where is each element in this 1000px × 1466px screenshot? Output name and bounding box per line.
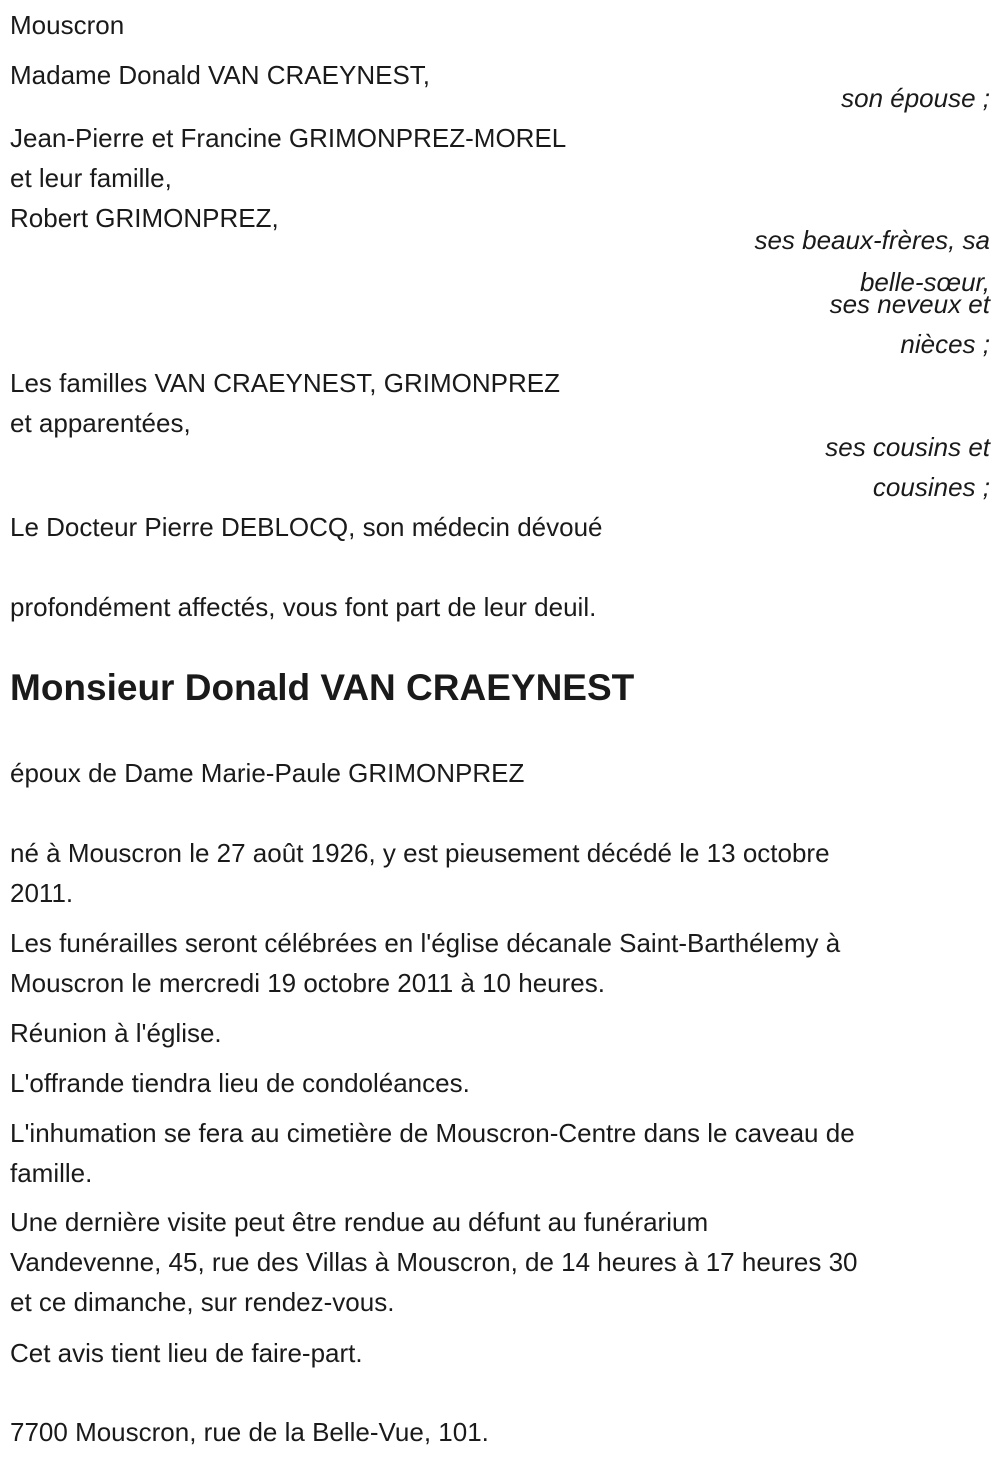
family-line: Jean-Pierre et Francine GRIMONPREZ-MOREL (10, 123, 567, 153)
paragraph-line: Une dernière visite peut être rendue au défunt au funérarium (10, 1207, 709, 1237)
family-line: Les familles VAN CRAEYNEST, GRIMONPREZ (10, 368, 560, 398)
relation-label: belle-sœur, (859, 267, 990, 297)
relation-label: ses neveux et (829, 289, 990, 319)
family-line: et leur famille, (10, 163, 172, 193)
family-line: et apparentées, (10, 408, 191, 438)
relation-label: nièces ; (900, 329, 990, 359)
family-line: Robert GRIMONPREZ, (10, 203, 279, 233)
paragraph-line: L'inhumation se fera au cimetière de Mouscron-Centre dans le caveau de (10, 1118, 855, 1148)
paragraph-line: famille. (10, 1158, 93, 1188)
city: Mouscron (10, 10, 125, 40)
family-line: Le Docteur Pierre DEBLOCQ, son médecin dévoué (10, 512, 603, 542)
paragraph-line: Réunion à l'église. (10, 1018, 222, 1048)
paragraph-line: né à Mouscron le 27 août 1926, y est pieusement décédé le 13 octobre (10, 838, 830, 868)
relation-label: son épouse ; (841, 83, 990, 113)
paragraph-line: Vandevenne, 45, rue des Villas à Mouscron, de 14 heures à 17 heures 30 (10, 1247, 858, 1277)
spouse-line: époux de Dame Marie-Paule GRIMONPREZ (10, 758, 525, 788)
deceased-name: Monsieur Donald VAN CRAEYNEST (10, 667, 635, 708)
paragraph-line: et ce dimanche, sur rendez-vous. (10, 1287, 395, 1317)
paragraph-line: L'offrande tiendra lieu de condoléances. (10, 1068, 470, 1098)
relation-label: ses cousins et (825, 432, 990, 462)
paragraph-line: Mouscron le mercredi 19 octobre 2011 à 10 heures. (10, 968, 605, 998)
relation-label: ses beaux-frères, sa (754, 225, 990, 255)
relation-label: cousines ; (872, 472, 990, 502)
paragraph-line: 2011. (10, 878, 74, 908)
paragraph-line: Cet avis tient lieu de faire-part. (10, 1338, 363, 1368)
family-line: Madame Donald VAN CRAEYNEST, (10, 60, 431, 90)
paragraph-line: Les funérailles seront célébrées en l'église décanale Saint-Barthélemy à (10, 928, 841, 958)
address: 7700 Mouscron, rue de la Belle-Vue, 101. (10, 1417, 489, 1447)
announcement: profondément affectés, vous font part de leur deuil. (10, 592, 597, 622)
